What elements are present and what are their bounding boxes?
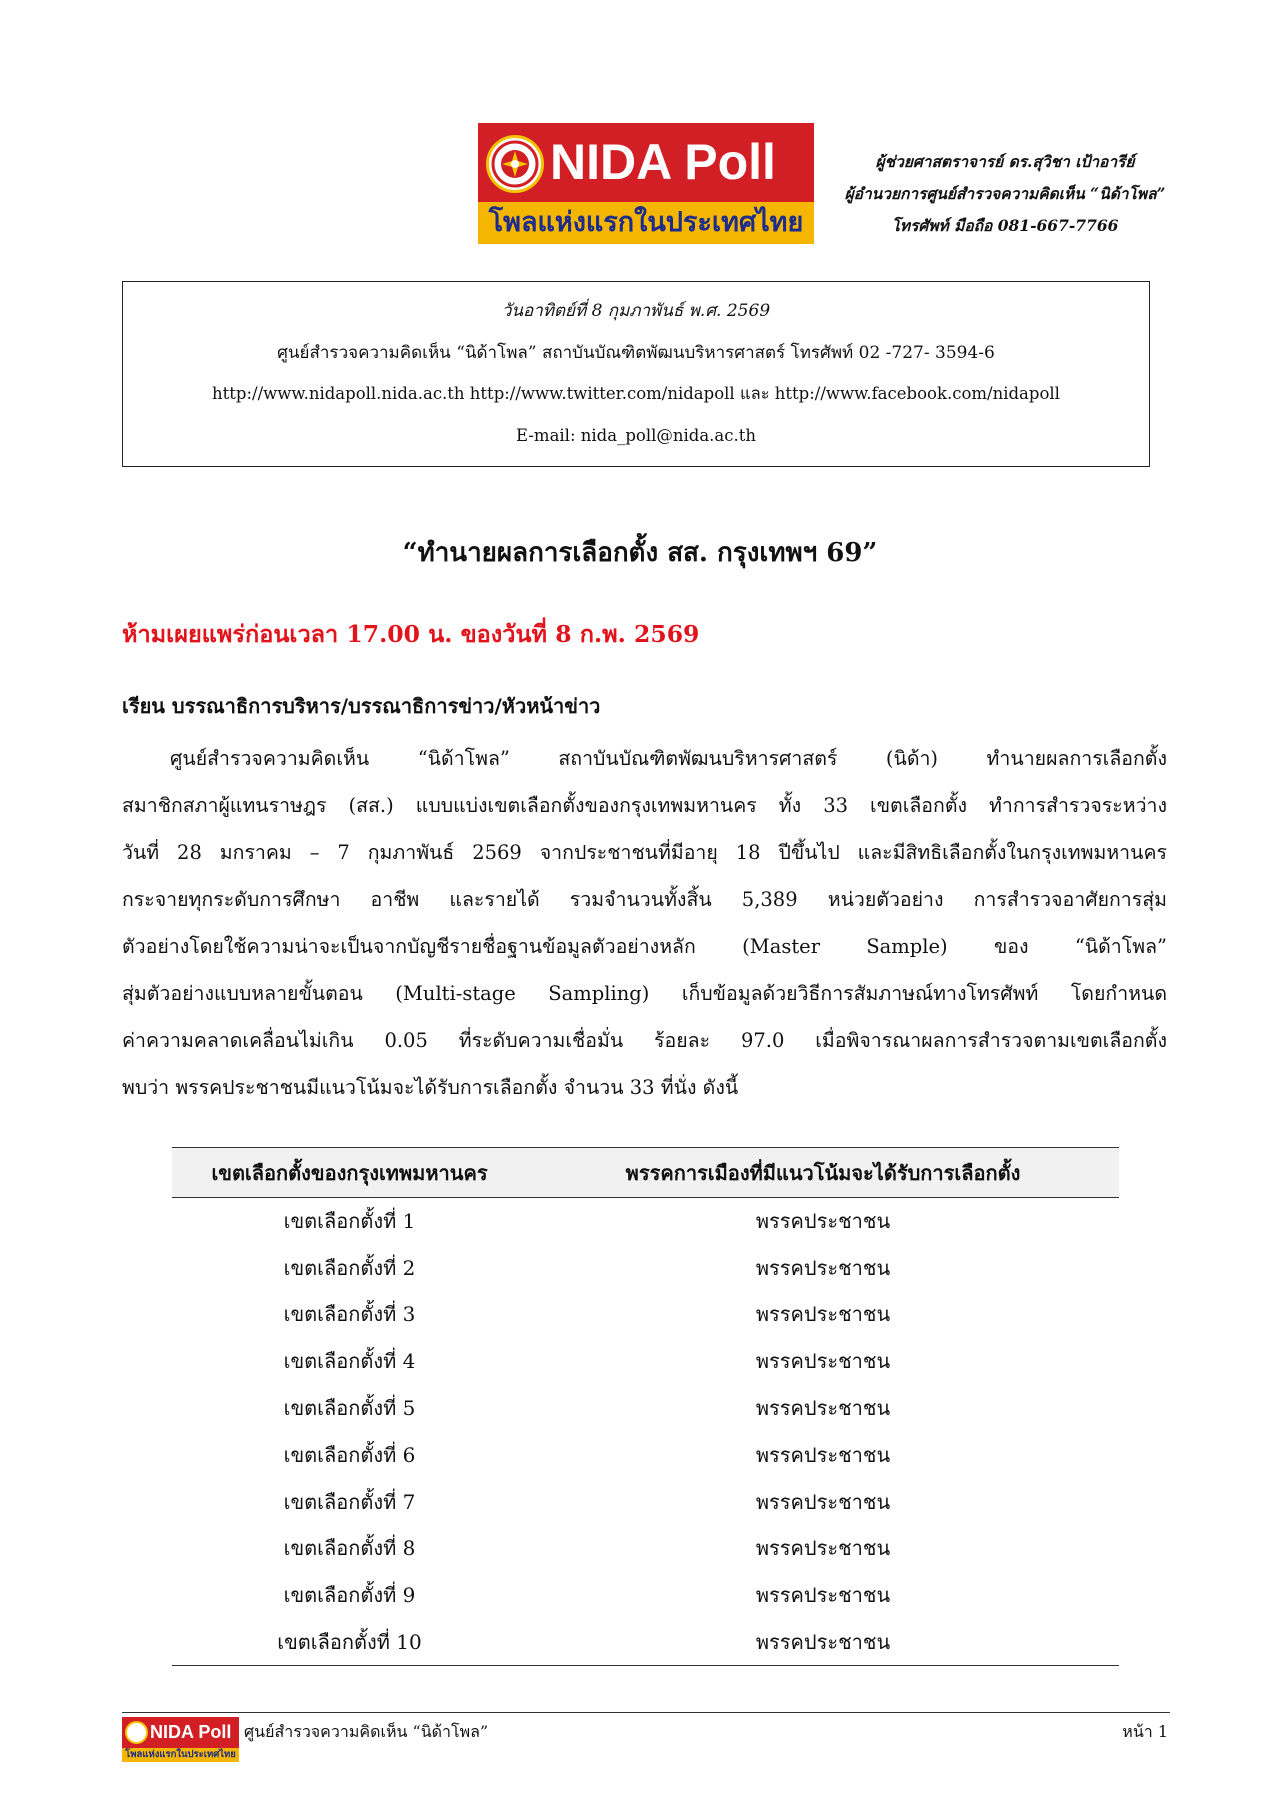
- body-line: ค่าความคลาดเคลื่อนไม่เกิน 0.05 ที่ระดับความเชื่อมั่น ร้อยละ 97.0 เมื่อพิจารณาผลการสำรวจตามเขตเลือกตั้ง: [122, 1029, 1167, 1052]
- table-row: [172, 1525, 1119, 1572]
- footer-logo: [122, 1717, 239, 1762]
- body-line: สุ่มตัวอย่างแบบหลายขั้นตอน (Multi-stage Sampling) เก็บข้อมูลด้วยวิธีการสัมภาษณ์ทางโทรศัพท์ โดยกำหนด: [122, 982, 1167, 1005]
- email-address[interactable]: E-mail: nida_poll@nida.ac.th: [516, 426, 756, 445]
- party-cell: พรรคประชาชน: [755, 1209, 891, 1234]
- org-phone: ศูนย์สำรวจความคิดเห็น “นิด้าโพล” สถาบันบัณฑิตพัฒนบริหารศาสตร์ โทรศัพท์ 02 -727- 3594-6: [277, 343, 995, 363]
- district-cell: เขตเลือกตั้งที่ 8: [283, 1536, 416, 1561]
- logo-brand: NIDA Poll: [550, 134, 776, 190]
- nida-poll-logo: [478, 123, 814, 244]
- body-line: พบว่า พรรคประชาชนมีแนวโน้มจะได้รับการเลือกตั้ง จำนวน 33 ที่นั่ง ดังนี้: [122, 1076, 739, 1099]
- party-cell: พรรคประชาชน: [755, 1442, 891, 1467]
- party-cell: พรรคประชาชน: [755, 1255, 891, 1280]
- table-row: [172, 1338, 1119, 1385]
- footer-divider: [122, 1712, 1170, 1713]
- party-cell: พรรคประชาชน: [755, 1583, 891, 1608]
- party-cell: พรรคประชาชน: [755, 1302, 891, 1327]
- party-cell: พรรคประชาชน: [755, 1536, 891, 1561]
- table-row: [172, 1291, 1119, 1338]
- district-cell: เขตเลือกตั้งที่ 9: [283, 1583, 416, 1608]
- document-title: “ทำนายผลการเลือกตั้ง สส. กรุงเทพฯ 69”: [402, 538, 878, 568]
- director-phone: โทรศัพท์ มือถือ 081-667-7766: [891, 216, 1119, 235]
- party-cell: พรรคประชาชน: [755, 1489, 891, 1514]
- footer-org: ศูนย์สำรวจความคิดเห็น “นิด้าโพล”: [244, 1722, 489, 1741]
- body-line: ศูนย์สำรวจความคิดเห็น “นิด้าโพล” สถาบันบัณฑิตพัฒนบริหารศาสตร์ (นิด้า) ทำนายผลการเลือกตั้ง: [170, 747, 1167, 770]
- web-links[interactable]: http://www.nidapoll.nida.ac.th http://www.twitter.com/nidapoll และ http://www.facebook.com/nidapoll: [212, 384, 1060, 403]
- body-line: วันที่ 28 มกราคม – 7 กุมภาพันธ์ 2569 จากประชาชนที่มีอายุ 18 ปีขึ้นไป และมีสิทธิเลือกตั้งในกรุงเทพมหานคร: [122, 841, 1167, 864]
- release-date: วันอาทิตย์ที่ 8 กุมภาพันธ์ พ.ศ. 2569: [501, 301, 771, 321]
- table-row: [172, 1619, 1119, 1666]
- logo-slogan: โพลแห่งแรกในประเทศไทย: [488, 207, 804, 238]
- director-info: [820, 146, 1190, 242]
- nida-emblem-icon: [486, 135, 544, 193]
- nida-emblem-small-icon: [125, 1721, 148, 1744]
- table-row: [172, 1572, 1119, 1619]
- district-cell: เขตเลือกตั้งที่ 6: [283, 1442, 416, 1467]
- header-district: เขตเลือกตั้งของกรุงเทพมหานคร: [172, 1148, 527, 1198]
- district-cell: เขตเลือกตั้งที่ 7: [283, 1489, 416, 1514]
- header-party: พรรคการเมืองที่มีแนวโน้มจะได้รับการเลือกตั้ง: [527, 1148, 1119, 1198]
- district-cell: เขตเลือกตั้งที่ 4: [283, 1349, 416, 1374]
- district-cell: เขตเลือกตั้งที่ 10: [172, 1619, 527, 1666]
- table-row: [172, 1244, 1119, 1291]
- page-number: หน้า 1: [1122, 1722, 1168, 1741]
- district-cell: เขตเลือกตั้งที่ 5: [283, 1396, 416, 1421]
- table-row: [172, 1198, 1119, 1245]
- body-line: สมาชิกสภาผู้แทนราษฎร (สส.) แบบแบ่งเขตเลือกตั้งของกรุงเทพมหานคร ทั้ง 33 เขตเลือกตั้ง ทำการสำรวจระหว่าง: [122, 794, 1167, 817]
- footer-logo-brand: NIDA Poll: [150, 1722, 232, 1742]
- results-table: [172, 1147, 1119, 1666]
- salutation: เรียน บรรณาธิการบริหาร/บรรณาธิการข่าว/หัวหน้าข่าว: [122, 694, 601, 718]
- table-row: [172, 1431, 1119, 1478]
- party-cell: พรรคประชาชน: [527, 1619, 1119, 1666]
- director-position: ผู้อำนวยการศูนย์สำรวจความคิดเห็น “นิด้าโพล”: [844, 184, 1166, 203]
- body-paragraph: [122, 735, 1167, 1111]
- table-row: [172, 1385, 1119, 1432]
- body-line: กระจายทุกระดับการศึกษา อาชีพ และรายได้ รวมจำนวนทั้งสิ้น 5,389 หน่วยตัวอย่าง การสำรวจอาศัยการสุ่ม: [122, 888, 1167, 911]
- district-cell: เขตเลือกตั้งที่ 3: [283, 1302, 416, 1327]
- party-cell: พรรคประชาชน: [755, 1396, 891, 1421]
- director-name: ผู้ช่วยศาสตราจารย์ ดร.สุวิชา เป้าอารีย์: [875, 152, 1135, 171]
- party-cell: พรรคประชาชน: [755, 1349, 891, 1374]
- footer-logo-slogan: โพลแห่งแรกในประเทศไทย: [125, 1749, 236, 1760]
- body-line: ตัวอย่างโดยใช้ความน่าจะเป็นจากบัญชีรายชื่อฐานข้อมูลตัวอย่างหลัก (Master Sample) ของ “นิด้าโพล”: [122, 935, 1167, 958]
- table-header-row: [172, 1148, 1119, 1198]
- contact-box: [122, 281, 1150, 467]
- embargo-notice: ห้ามเผยแพร่ก่อนเวลา 17.00 น. ของวันที่ 8 ก.พ. 2569: [122, 620, 700, 648]
- district-cell: เขตเลือกตั้งที่ 2: [283, 1255, 416, 1280]
- district-cell: เขตเลือกตั้งที่ 1: [283, 1209, 416, 1234]
- table-row: [172, 1478, 1119, 1525]
